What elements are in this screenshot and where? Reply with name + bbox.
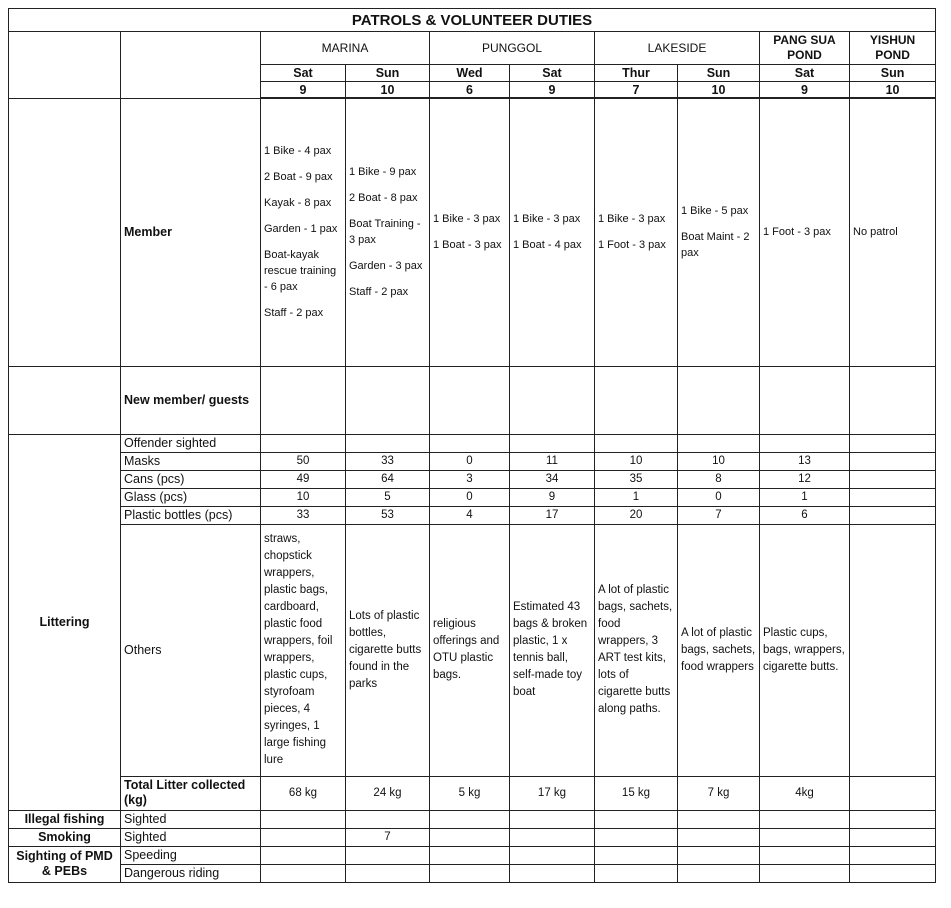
member-entry: 1 Boat - 4 pax: [513, 239, 582, 252]
fishing-value: [678, 810, 760, 828]
litter-value: 8: [678, 470, 760, 488]
location-header: MARINA: [261, 32, 430, 65]
offender-cell: [595, 434, 678, 452]
pmd-value: [850, 846, 936, 864]
offender-label: Offender sighted: [121, 434, 261, 452]
litter-value: 4: [430, 506, 510, 524]
date-header: 7: [595, 82, 678, 99]
fishing-value: [760, 810, 850, 828]
total-label: Total Litter collected (kg): [121, 776, 261, 810]
litter-value: 20: [595, 506, 678, 524]
litter-value: 1: [595, 488, 678, 506]
litter-value: 35: [595, 470, 678, 488]
date-header: 10: [850, 82, 936, 99]
fishing-value: [346, 810, 430, 828]
others-cell: Estimated 43 bags & broken plastic, 1 x tennis ball, self-made toy boat: [510, 524, 595, 776]
litter-value: 33: [261, 506, 346, 524]
total-value: 15 kg: [595, 776, 678, 810]
pmd-value: [760, 864, 850, 882]
litter-value: 17: [510, 506, 595, 524]
member-entry: Boat-kayak rescue training - 6 pax: [264, 249, 337, 294]
fishing-value: [430, 810, 510, 828]
illegal-fishing-label: Illegal fishing: [9, 810, 121, 828]
offender-cell: [430, 434, 510, 452]
member-entry: 1 Bike - 4 pax: [264, 145, 332, 158]
pmd-label: Sighting of PMD & PEBs: [9, 846, 121, 882]
new-member-label: New member/ guests: [121, 366, 261, 434]
new-member-cell: [261, 366, 346, 434]
litter-value: 6: [760, 506, 850, 524]
litter-value: 10: [595, 452, 678, 470]
litter-value: [850, 506, 936, 524]
fishing-sighted-label: Sighted: [121, 810, 261, 828]
member-entry: 2 Boat - 9 pax: [264, 171, 333, 184]
litter-value: 1: [760, 488, 850, 506]
litter-value: 34: [510, 470, 595, 488]
litter-value: 0: [430, 488, 510, 506]
day-header: Wed: [430, 65, 510, 82]
corner-cell-2: [121, 32, 261, 99]
litter-value: 10: [678, 452, 760, 470]
smoking-value: [430, 828, 510, 846]
others-cell: Plastic cups, bags, wrappers, cigarette butts.: [760, 524, 850, 776]
new-member-cell: [346, 366, 430, 434]
fishing-value: [261, 810, 346, 828]
pmd-value: [850, 864, 936, 882]
pmd-value: [595, 846, 678, 864]
member-entry: Staff - 2 pax: [264, 307, 324, 320]
date-header: 6: [430, 82, 510, 99]
litter-value: 64: [346, 470, 430, 488]
littering-label: Littering: [9, 434, 121, 810]
member-cell: [346, 98, 430, 366]
member-entry: 1 Bike - 3 pax: [513, 213, 581, 226]
new-member-cell: [850, 366, 936, 434]
member-entry: 1 Boat - 3 pax: [433, 239, 502, 252]
pmd-value: [595, 864, 678, 882]
litter-value: 50: [261, 452, 346, 470]
member-entry: 1 Foot - 3 pax: [763, 226, 831, 239]
corner-cell: [9, 32, 121, 99]
smoking-value: [760, 828, 850, 846]
member-entry: 1 Bike - 9 pax: [349, 166, 417, 179]
offender-cell: [850, 434, 936, 452]
pmd-row-label: Dangerous riding: [121, 864, 261, 882]
date-header: 9: [760, 82, 850, 99]
litter-value: 0: [678, 488, 760, 506]
litter-value: [850, 488, 936, 506]
member-entry: 1 Bike - 3 pax: [598, 213, 666, 226]
smoking-value: [595, 828, 678, 846]
offender-cell: [510, 434, 595, 452]
litter-value: 0: [430, 452, 510, 470]
day-header: Sat: [760, 65, 850, 82]
fishing-value: [850, 810, 936, 828]
total-value: 17 kg: [510, 776, 595, 810]
new-member-cell: [760, 366, 850, 434]
others-cell: Lots of plastic bottles, cigarette butts found in the parks: [346, 524, 430, 776]
others-cell: [850, 524, 936, 776]
member-entry: Garden - 3 pax: [349, 260, 423, 273]
patrols-table: [8, 8, 936, 883]
offender-cell: [678, 434, 760, 452]
member-entry: 1 Foot - 3 pax: [598, 239, 666, 252]
member-cell: [678, 98, 760, 366]
day-header: Sun: [850, 65, 936, 82]
location-header: LAKESIDE: [595, 32, 760, 65]
litter-value: 13: [760, 452, 850, 470]
table-title: PATROLS & VOLUNTEER DUTIES: [9, 9, 936, 32]
member-cell: [595, 98, 678, 366]
member-label: Member: [121, 98, 261, 366]
member-cell: [261, 98, 346, 366]
litter-value: [850, 452, 936, 470]
member-entry: Kayak - 8 pax: [264, 197, 332, 210]
litter-value: 7: [678, 506, 760, 524]
total-value: 4kg: [760, 776, 850, 810]
litter-row-label: Cans (pcs): [121, 470, 261, 488]
member-entry: No patrol: [853, 226, 898, 239]
fishing-value: [595, 810, 678, 828]
pmd-row-label: Speeding: [121, 846, 261, 864]
member-cell: [850, 98, 936, 366]
total-value: 68 kg: [261, 776, 346, 810]
others-cell: A lot of plastic bags, sachets, food wrappers: [678, 524, 760, 776]
location-header: PUNGGOL: [430, 32, 595, 65]
member-entry: Garden - 1 pax: [264, 223, 338, 236]
litter-value: 11: [510, 452, 595, 470]
member-entry: 1 Bike - 3 pax: [433, 213, 501, 226]
smoking-value: [510, 828, 595, 846]
litter-row-label: Glass (pcs): [121, 488, 261, 506]
new-member-cell: [430, 366, 510, 434]
date-header: 10: [346, 82, 430, 99]
litter-value: 53: [346, 506, 430, 524]
date-header: 9: [261, 82, 346, 99]
day-header: Thur: [595, 65, 678, 82]
member-section-cell: [9, 98, 121, 366]
total-value: [850, 776, 936, 810]
new-member-cell: [678, 366, 760, 434]
smoking-value: [261, 828, 346, 846]
member-cell: [760, 98, 850, 366]
litter-row-label: Plastic bottles (pcs): [121, 506, 261, 524]
pmd-value: [346, 846, 430, 864]
location-header: YISHUN POND: [850, 32, 936, 65]
new-member-cell: [510, 366, 595, 434]
litter-value: 3: [430, 470, 510, 488]
member-entry: Boat Maint - 2 pax: [681, 231, 750, 260]
date-header: 9: [510, 82, 595, 99]
litter-value: 33: [346, 452, 430, 470]
others-label: Others: [121, 524, 261, 776]
day-header: Sat: [510, 65, 595, 82]
member-cell: [510, 98, 595, 366]
member-cell: [430, 98, 510, 366]
new-member-section-cell: [9, 366, 121, 434]
total-value: 5 kg: [430, 776, 510, 810]
litter-value: 5: [346, 488, 430, 506]
pmd-value: [346, 864, 430, 882]
pmd-value: [678, 846, 760, 864]
litter-value: 49: [261, 470, 346, 488]
day-header: Sun: [346, 65, 430, 82]
member-entry: Staff - 2 pax: [349, 286, 409, 299]
litter-value: 9: [510, 488, 595, 506]
litter-value: [850, 470, 936, 488]
day-header: Sun: [678, 65, 760, 82]
offender-cell: [346, 434, 430, 452]
pmd-value: [510, 846, 595, 864]
smoking-value: [850, 828, 936, 846]
total-value: 24 kg: [346, 776, 430, 810]
smoking-sighted-label: Sighted: [121, 828, 261, 846]
pmd-value: [261, 846, 346, 864]
smoking-value: 7: [346, 828, 430, 846]
litter-value: 12: [760, 470, 850, 488]
litter-value: 10: [261, 488, 346, 506]
new-member-cell: [595, 366, 678, 434]
day-header: Sat: [261, 65, 346, 82]
pmd-value: [430, 846, 510, 864]
smoking-label: Smoking: [9, 828, 121, 846]
location-header: PANG SUA POND: [760, 32, 850, 65]
member-entry: 1 Bike - 5 pax: [681, 205, 749, 218]
pmd-value: [261, 864, 346, 882]
litter-row-label: Masks: [121, 452, 261, 470]
offender-cell: [261, 434, 346, 452]
others-cell: A lot of plastic bags, sachets, food wrappers, 3 ART test kits, lots of cigarette butts along paths.: [595, 524, 678, 776]
pmd-value: [678, 864, 760, 882]
date-header: 10: [678, 82, 760, 99]
others-cell: religious offerings and OTU plastic bags.: [430, 524, 510, 776]
member-entry: Boat Training - 3 pax: [349, 218, 421, 247]
offender-cell: [760, 434, 850, 452]
total-value: 7 kg: [678, 776, 760, 810]
pmd-value: [760, 846, 850, 864]
fishing-value: [510, 810, 595, 828]
member-entry: 2 Boat - 8 pax: [349, 192, 418, 205]
others-cell: straws, chopstick wrappers, plastic bags, cardboard, plastic food wrappers, foil wrappers, plastic cups, styrofoam pieces, 4 syringes, 1 large fishing lure: [261, 524, 346, 776]
pmd-value: [430, 864, 510, 882]
pmd-value: [510, 864, 595, 882]
smoking-value: [678, 828, 760, 846]
